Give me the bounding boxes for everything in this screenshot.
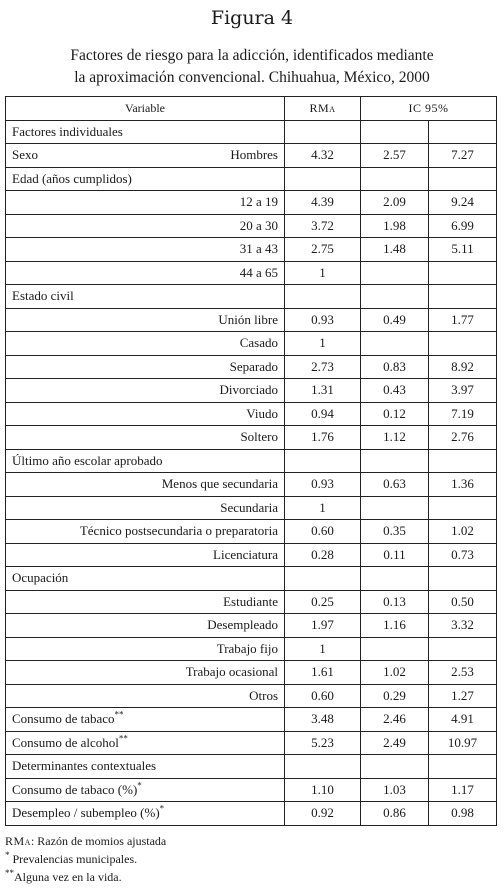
- section-row: [6, 449, 497, 473]
- ic-high: 5.11: [429, 238, 497, 262]
- ic-low: 1.16: [361, 614, 429, 638]
- rma-value: 1.31: [285, 379, 361, 403]
- rma-value: 1: [285, 637, 361, 661]
- row-label: [6, 731, 285, 755]
- table-row: [6, 520, 497, 544]
- row-label: Divorciado: [6, 379, 285, 403]
- ic-low: 1.48: [361, 238, 429, 262]
- ic-high: 3.97: [429, 379, 497, 403]
- section-escolar: Último año escolar aprobado: [6, 449, 285, 473]
- table-row: [6, 496, 497, 520]
- table-row: [6, 214, 497, 238]
- section-row: [6, 755, 497, 779]
- row-label: Casado: [6, 332, 285, 356]
- table-row: [6, 661, 497, 685]
- ic-high: 1.02: [429, 520, 497, 544]
- rma-value: 0.93: [285, 473, 361, 497]
- tabaco-label: Consumo de tabaco: [12, 711, 115, 727]
- rma-abbr: RMa: [5, 834, 31, 848]
- row-label: Unión libre: [6, 308, 285, 332]
- section-row: [6, 285, 497, 309]
- ic-low: [361, 496, 429, 520]
- section-civil: Estado civil: [6, 285, 285, 309]
- ic-low: 0.83: [361, 355, 429, 379]
- ic-high: 9.24: [429, 191, 497, 215]
- table-row: [6, 590, 497, 614]
- footnote-mark: **: [114, 709, 124, 720]
- star-text: Prevalencias municipales.: [9, 852, 138, 866]
- row-label: Desempleado: [6, 614, 285, 638]
- table-row: [6, 778, 497, 802]
- row-label: Técnico postsecundaria o preparatoria: [6, 520, 285, 544]
- rma-value: 1.97: [285, 614, 361, 638]
- section-ocupacion: Ocupación: [6, 567, 285, 591]
- rma-value: 0.28: [285, 543, 361, 567]
- section-edad: Edad (años cumplidos): [6, 167, 285, 191]
- ic-low: 0.29: [361, 684, 429, 708]
- ic-high: 1.36: [429, 473, 497, 497]
- ic-high: 4.91: [429, 708, 497, 732]
- ic-high: 7.27: [429, 144, 497, 168]
- table-row: [6, 802, 497, 826]
- rma-value: 0.92: [285, 802, 361, 826]
- ic-high: [429, 496, 497, 520]
- ctx-desempleo-label: Desempleo / subempleo (%): [12, 805, 160, 821]
- table-row: [6, 402, 497, 426]
- alcohol-label: Consumo de alcohol: [12, 734, 119, 750]
- section-row: [6, 167, 497, 191]
- figure-title: Figura 4: [210, 7, 294, 29]
- section-contextuales: Determinantes contextuales: [6, 755, 285, 779]
- row-label: Secundaria: [6, 496, 285, 520]
- rma-value: 3.48: [285, 708, 361, 732]
- rma-value: 2.75: [285, 238, 361, 262]
- rma-value: 1.76: [285, 426, 361, 450]
- ic-high: 0.73: [429, 543, 497, 567]
- subtitle-line-1: Factores de riesgo para la adicción, identificados mediante: [70, 47, 434, 64]
- rma-value: 0.93: [285, 308, 361, 332]
- rma-value: 4.39: [285, 191, 361, 215]
- row-label: Estudiante: [6, 590, 285, 614]
- subtitle-line-2: la aproximación convencional. Chihuahua, México, 2000: [74, 69, 430, 86]
- table-row: [6, 144, 497, 168]
- rma-value: 1: [285, 261, 361, 285]
- ic-low: 2.49: [361, 731, 429, 755]
- ic-low: 0.49: [361, 308, 429, 332]
- ic-low: 0.43: [361, 379, 429, 403]
- rma-value: 0.25: [285, 590, 361, 614]
- rma-value: 0.60: [285, 520, 361, 544]
- header-row: [6, 97, 497, 121]
- footnote-mark: *: [137, 780, 142, 791]
- footnote-mark: *: [5, 850, 10, 860]
- row-label: [6, 802, 285, 826]
- footnote-double-star: [5, 868, 166, 886]
- rma-value: 1.10: [285, 778, 361, 802]
- risk-factors-table: [5, 96, 497, 826]
- ic-high: [429, 261, 497, 285]
- rma-value: 1: [285, 496, 361, 520]
- row-label: [6, 778, 285, 802]
- ctx-tabaco-label: Consumo de tabaco (%): [12, 781, 138, 797]
- table-row: [6, 473, 497, 497]
- ic-high: [429, 637, 497, 661]
- row-label: Viudo: [6, 402, 285, 426]
- footnote-mark: *: [159, 803, 165, 814]
- footnote-mark: **: [5, 868, 14, 878]
- ic-high: [429, 332, 497, 356]
- ic-low: 0.11: [361, 543, 429, 567]
- ic-high: 6.99: [429, 214, 497, 238]
- rma-value: 4.32: [285, 144, 361, 168]
- row-label: 31 a 43: [6, 238, 285, 262]
- rma-value: 3.72: [285, 214, 361, 238]
- row-label: Separado: [6, 355, 285, 379]
- ic-low: [361, 332, 429, 356]
- table-row: [6, 332, 497, 356]
- table-row: [6, 379, 497, 403]
- ic-low: [361, 261, 429, 285]
- footnote-star: [5, 850, 166, 868]
- ic-low: 0.12: [361, 402, 429, 426]
- ic-high: 0.50: [429, 590, 497, 614]
- ic-low: 0.13: [361, 590, 429, 614]
- ic-high: 3.32: [429, 614, 497, 638]
- table-row: [6, 684, 497, 708]
- ic-high: 8.92: [429, 355, 497, 379]
- ic-low: [361, 637, 429, 661]
- rma-value: 1.61: [285, 661, 361, 685]
- ic-low: 1.12: [361, 426, 429, 450]
- section-row: [6, 567, 497, 591]
- row-label: Trabajo ocasional: [6, 661, 285, 685]
- footnote-rma: [5, 832, 166, 850]
- row-label: 12 a 19: [6, 191, 285, 215]
- ic-high: 1.17: [429, 778, 497, 802]
- table-row: [6, 708, 497, 732]
- table-row: [6, 355, 497, 379]
- ic-low: 2.57: [361, 144, 429, 168]
- ic-high: 0.98: [429, 802, 497, 826]
- header-variable: Variable: [6, 97, 285, 121]
- table-row: [6, 637, 497, 661]
- header-ic: IC 95%: [361, 97, 497, 121]
- sexo-sub: Hombres: [230, 147, 278, 163]
- row-label: Soltero: [6, 426, 285, 450]
- row-label: Otros: [6, 684, 285, 708]
- rma-value: 0.94: [285, 402, 361, 426]
- ic-high: 2.53: [429, 661, 497, 685]
- row-label: 20 a 30: [6, 214, 285, 238]
- table-footnotes: [5, 832, 166, 886]
- ic-high: 2.76: [429, 426, 497, 450]
- rma-value: 2.73: [285, 355, 361, 379]
- ic-low: 1.03: [361, 778, 429, 802]
- section-individuales: Factores individuales: [6, 120, 285, 144]
- rma-value: 5.23: [285, 731, 361, 755]
- table-row: [6, 238, 497, 262]
- table-subtitle: [0, 45, 504, 89]
- row-label: Menos que secundaria: [6, 473, 285, 497]
- ic-low: 0.35: [361, 520, 429, 544]
- rma-value: 0.60: [285, 684, 361, 708]
- ic-low: 2.46: [361, 708, 429, 732]
- header-rma: RMa: [285, 97, 361, 121]
- ic-high: 7.19: [429, 402, 497, 426]
- sexo-label: Sexo: [12, 147, 38, 163]
- row-label: Licenciatura: [6, 543, 285, 567]
- table-row: [6, 191, 497, 215]
- table-row: [6, 308, 497, 332]
- ic-low: 2.09: [361, 191, 429, 215]
- ic-low: 0.86: [361, 802, 429, 826]
- rma-value: 1: [285, 332, 361, 356]
- row-label: Trabajo fijo: [6, 637, 285, 661]
- ic-low: 1.98: [361, 214, 429, 238]
- ic-high: 1.27: [429, 684, 497, 708]
- rma-text: : Razón de momios ajustada: [30, 834, 167, 848]
- table-row: [6, 543, 497, 567]
- table-row: [6, 426, 497, 450]
- row-label: [6, 708, 285, 732]
- ic-high: 10.97: [429, 731, 497, 755]
- footnote-mark: **: [118, 733, 128, 744]
- table-row: [6, 731, 497, 755]
- row-label: [6, 144, 285, 168]
- ic-low: 0.63: [361, 473, 429, 497]
- double-star-text: Alguna vez en la vida.: [14, 870, 122, 884]
- ic-high: 1.77: [429, 308, 497, 332]
- row-label: 44 a 65: [6, 261, 285, 285]
- section-row: [6, 120, 497, 144]
- ic-low: 1.02: [361, 661, 429, 685]
- table-row: [6, 261, 497, 285]
- table-row: [6, 614, 497, 638]
